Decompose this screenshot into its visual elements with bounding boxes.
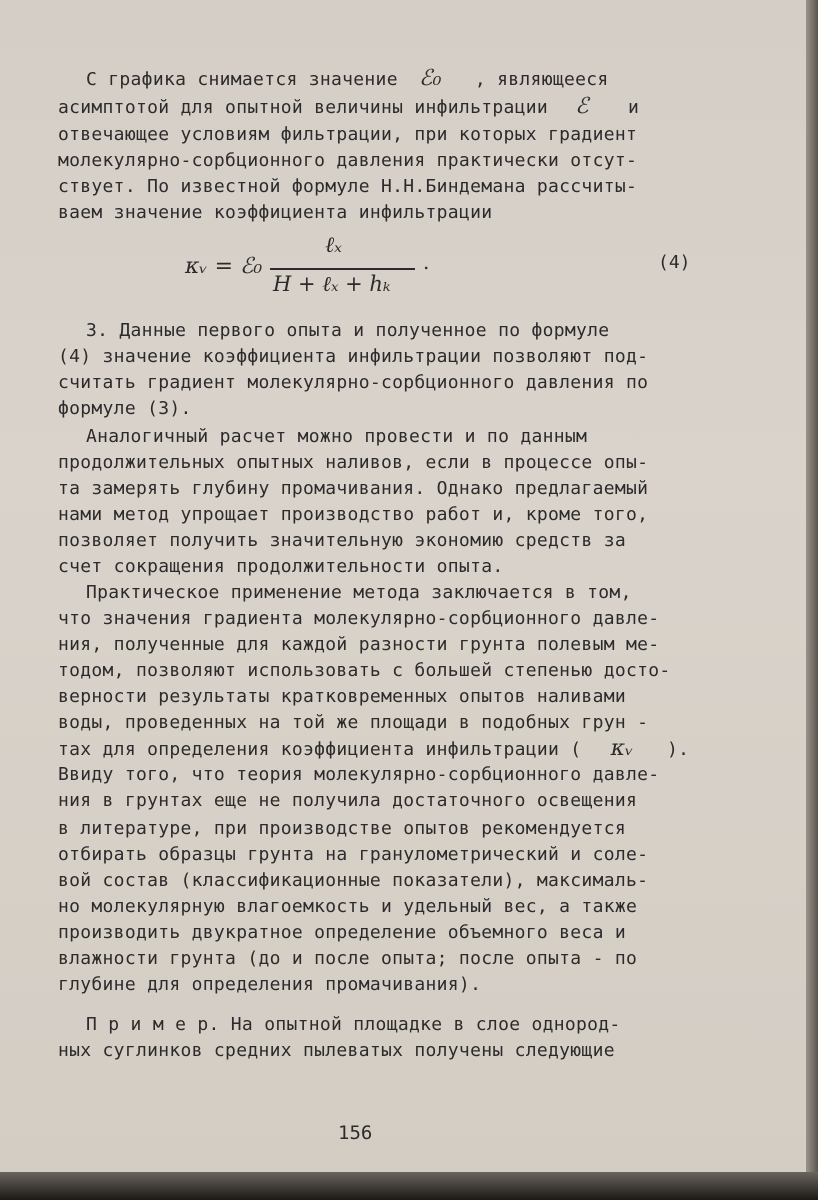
formula-4: [185, 232, 685, 312]
text-line: нами метод упрощает производство работ и, кроме того,: [58, 504, 649, 525]
text-line: Аналогичный расчет можно провести и по данным: [86, 426, 588, 447]
text-line: отбирать образцы грунта на гранулометрический и соле-: [58, 844, 649, 865]
text-line: позволяет получить значительную экономию средств за: [58, 530, 626, 551]
text-line: [86, 66, 766, 93]
text-line: П р и м е р. На опытной площадке в слое однород-: [86, 1014, 621, 1035]
text-span: и: [627, 97, 640, 118]
text-span: тах для определения коэффициента инфильтрации (: [58, 739, 582, 760]
text-span: ).: [666, 739, 690, 760]
text-line: считать градиент молекулярно-сорбционного давления по: [58, 372, 649, 393]
epsilon-symbol: ℰ: [575, 94, 589, 119]
text-line: Практическое применение метода заключается в том,: [86, 582, 632, 603]
text-line: глубине для определения промачивания).: [58, 974, 482, 995]
page-number: 156: [338, 1122, 373, 1144]
text-line: формуле (3).: [58, 398, 192, 419]
kappa-v-symbol: κᵥ: [610, 736, 634, 761]
page-bottom-shadow: [0, 1172, 818, 1200]
text-line: счет сокращения продолжительности опыта.: [58, 556, 504, 577]
text-line: влажности грунта (до и после опыта; после опыта - по: [58, 948, 638, 969]
text-line: ствует. По известной формуле Н.Н.Биндемана рассчиты-: [58, 176, 638, 197]
text-line: та замерять глубину промачивания. Однако предлагаемый: [58, 478, 649, 499]
equation-number: (4): [658, 252, 691, 273]
text-span: С графика снимается значение: [86, 69, 398, 90]
text-line: молекулярно-сорбционного давления практически отсут-: [58, 150, 638, 171]
text-line: Ввиду того, что теория молекулярно-сорбционного давле-: [58, 764, 660, 785]
epsilon-zero-symbol: ℰ₀: [418, 66, 442, 91]
text-line: ния, полученные для каждой разности грунта полевым ме-: [58, 634, 660, 655]
text-line: ния в грунтах еще не получила достаточного освещения: [58, 790, 638, 811]
text-line: производить двукратное определение объемного веса и: [58, 922, 626, 943]
text-line: верности результаты кратковременных опытов наливами: [58, 686, 626, 707]
text-line: продолжительных опытных наливов, если в процессе опы-: [58, 452, 649, 473]
text-line: отвечающее условиям фильтрации, при которых градиент: [58, 124, 638, 145]
text-line: [58, 94, 738, 121]
text-line: ных суглинков средних пылеватых получены следующие: [58, 1040, 615, 1061]
formula-numerator: ℓₓ: [325, 233, 342, 258]
text-line: (4) значение коэффициента инфильтрации позволяют под-: [58, 346, 649, 367]
text-line: ваем значение коэффициента инфильтрации: [58, 202, 493, 223]
formula-lhs: κᵥ = ℰ₀: [185, 254, 263, 279]
text-line: что значения градиента молекулярно-сорбционного давле-: [58, 608, 660, 629]
text-line: [58, 736, 738, 763]
text-span: , являющееся: [474, 69, 609, 90]
text-line: 3. Данные первого опыта и полученное по формуле: [86, 320, 610, 341]
fraction-bar: [270, 268, 415, 270]
text-line: вой состав (классификационные показатели), максималь-: [58, 870, 649, 891]
text-line: в литературе, при производстве опытов рекомендуется: [58, 818, 626, 839]
text-line: тодом, позволяют использовать с большей степенью досто-: [58, 660, 671, 681]
text-span: асимптотой для опытной величины инфильтрации: [58, 97, 549, 118]
formula-denominator: H + ℓₓ + hₖ: [273, 272, 391, 296]
text-line: но молекулярную влагоемкость и удельный вес, а также: [58, 896, 638, 917]
formula-end: .: [423, 250, 430, 274]
page-edge: [806, 0, 818, 1200]
text-line: воды, проведенных на той же площади в подобных грун -: [58, 712, 649, 733]
